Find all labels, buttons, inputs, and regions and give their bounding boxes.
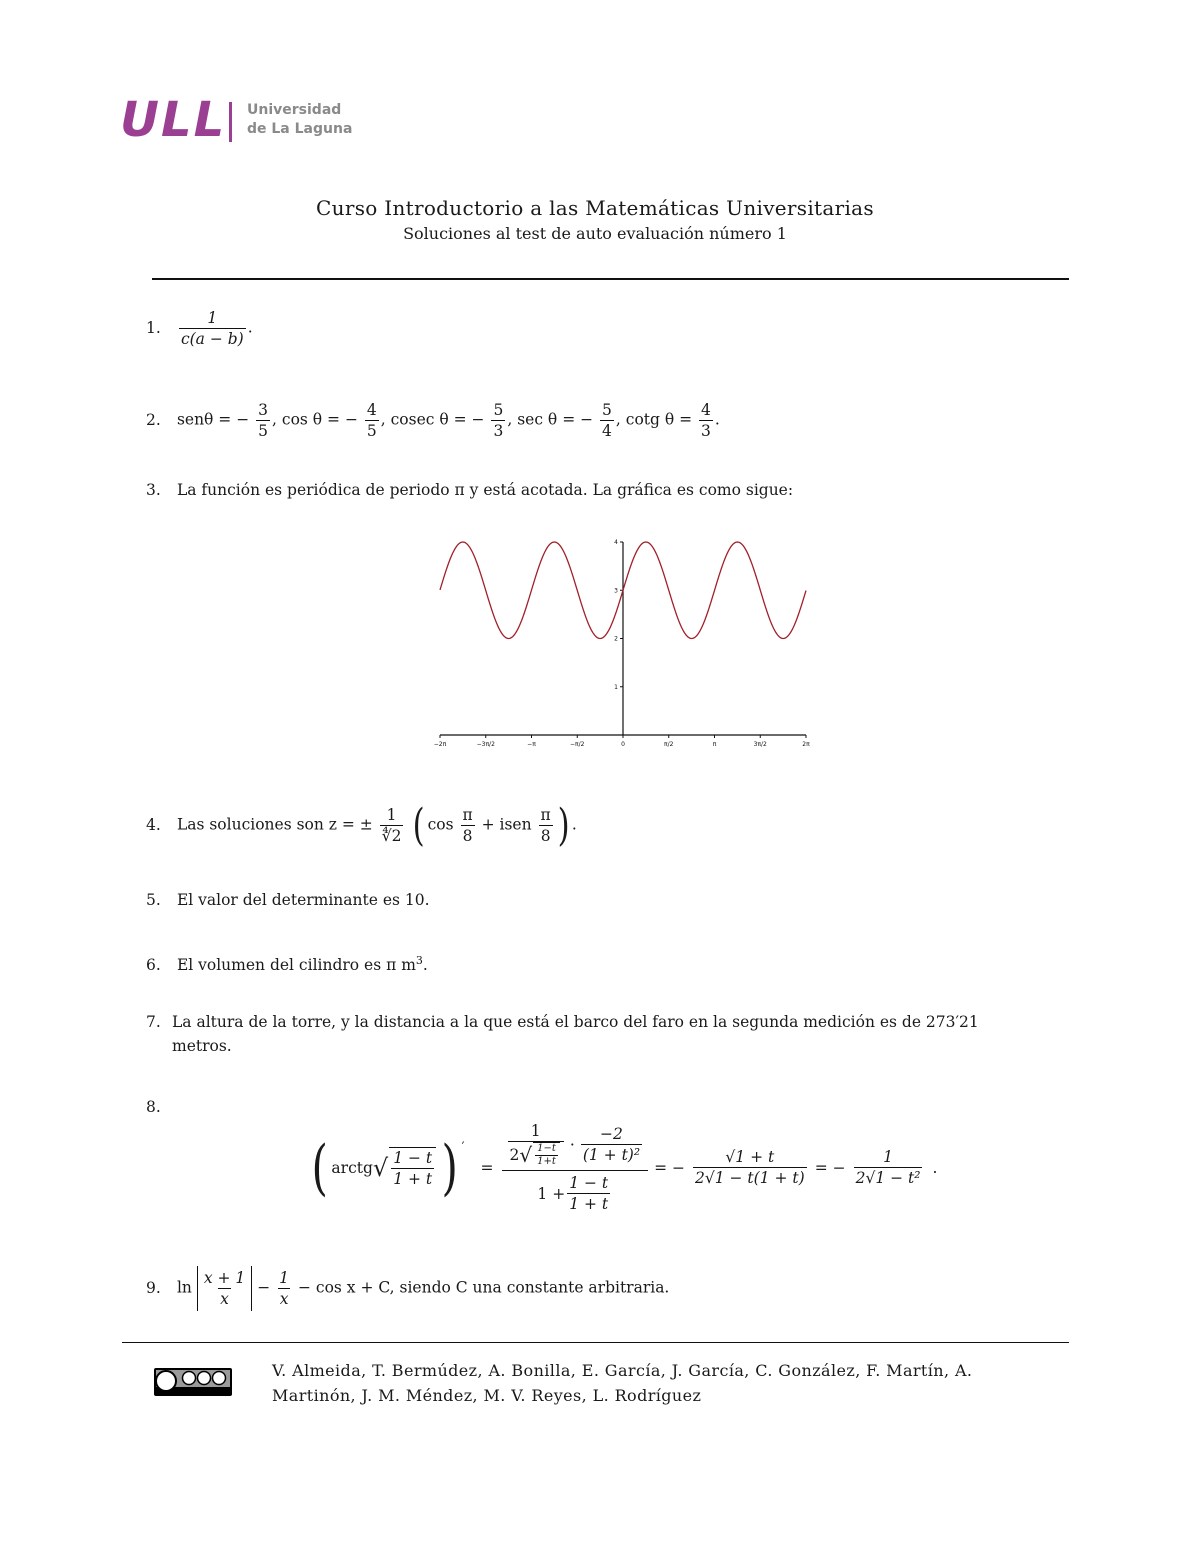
pi-over-8-a [460,805,474,846]
tail: . [247,318,253,337]
denominator: 1 + t [393,1169,433,1188]
numerator: 1−t [537,1143,556,1154]
sa-icon [213,1372,226,1385]
sqrt-sign: √ [372,1153,389,1182]
item-text-line-1: La altura de la torre, y la distancia a la que está el barco del faro en la segunda medición es de 273′21 [172,1013,979,1031]
absolute-value [197,1266,252,1311]
sec-label: , sec θ = − [507,410,594,429]
item-number: 6. [146,956,161,975]
y-tick-label: 4 [614,539,618,546]
minus: − [257,1278,271,1297]
open-paren: ( [311,1132,328,1203]
numerator: 3 [258,401,269,419]
denominator: 3 [493,422,504,440]
authors-line-1: V. Almeida, T. Bermúdez, A. Bonilla, E. García, J. García, C. González, F. Martín, A. [272,1361,973,1380]
tail: . [932,1158,938,1177]
tail: . [422,956,428,975]
second-factor [581,1124,642,1165]
denominator: 1+t [537,1156,556,1167]
item-number: 1. [146,318,161,337]
cc-icon [156,1371,176,1391]
item-number: 7. [146,1013,161,1031]
cosec-label: , cosec θ = − [380,410,485,429]
cotg-fraction [699,400,713,441]
page-title: Curso Introductorio a las Matemáticas Universitarias [316,196,874,220]
by-icon [183,1372,196,1385]
logo-text [247,101,352,139]
y-tick-label: 3 [614,587,618,595]
denominator: 5 [258,422,269,440]
numerator: 4 [366,401,377,419]
solution-8-number [146,1096,172,1118]
equals-minus-2: = − [814,1158,846,1177]
x-tick-label: −2π [434,741,447,748]
denominator: 8 [462,827,473,845]
cos-fraction [365,400,379,441]
compound-fraction [504,1121,647,1214]
denominator: x [279,1290,289,1308]
numerator: 1 [279,1269,290,1287]
numerator: 1 − t [393,1148,433,1167]
result-fraction-2 [854,1147,923,1188]
authors [272,1358,1072,1408]
sen-fraction [256,400,270,441]
x-tick-label: 2π [802,741,810,748]
denominator: x [220,1290,229,1308]
cos-label: , cos θ = − [272,410,358,429]
pi-over-8-b [539,805,553,846]
denominator: 4 [602,422,612,440]
tail: . [571,815,577,834]
cosec-fraction [491,400,505,441]
root-fraction [380,805,404,846]
numerator: π [462,806,473,824]
denominator: (1 + t)² [582,1146,641,1164]
arctg-word: arctg [331,1158,373,1177]
plus-isen: + isen [481,815,532,834]
numerator: 5 [493,401,504,419]
cos-word: cos [427,815,454,834]
numerator: 5 [602,401,612,419]
item-number: 9. [146,1278,161,1297]
numerator: 4 [701,401,711,419]
x-tick-label: π/2 [664,741,674,748]
page-subtitle: Soluciones al test de auto evaluación número 1 [403,224,787,243]
solution-6 [146,950,428,976]
logo-line-1: Universidad [247,102,342,118]
x-tick-label: 3π/2 [753,741,767,748]
compound-numerator [504,1121,647,1170]
solution-2 [146,400,720,441]
compound-denominator [502,1170,649,1214]
two: 2 [509,1146,520,1164]
x-tick-labels [434,735,810,748]
denominator: 1 + t [569,1195,609,1213]
authors-line-2: Martinón, J. M. Méndez, M. V. Reyes, L. Rodríguez [272,1386,702,1405]
logo-line-2: de La Laguna [247,121,353,137]
inner-fraction [389,1147,436,1189]
header-rule [152,278,1069,280]
numerator: 1 [530,1122,541,1140]
denominator: 2√1 − t(1 + t) [694,1169,805,1187]
prime: ′ [461,1140,465,1155]
item-number: 5. [146,891,161,909]
x-tick-label: −π/2 [570,741,585,748]
solution-1 [146,308,253,349]
x-tick-label: −3π/2 [476,741,495,748]
periodic-function-graph [434,530,814,760]
exponent: 3 [415,954,423,967]
numerator: 1 [207,309,218,327]
x-tick-label: −π [527,741,536,748]
equals: = [480,1158,494,1177]
item-text: El volumen del cilindro es π m [176,956,416,975]
solution-7 [146,1011,1071,1057]
one-plus: 1 + [537,1184,566,1203]
y-tick-label: 1 [614,683,618,691]
sec-fraction [600,400,614,441]
numerator: −2 [600,1125,623,1143]
denominator: c(a − b) [180,330,244,348]
item-number: 8. [146,1098,161,1116]
denominator: ∜2 [381,827,402,845]
ull-logo-mark: ULL [120,92,227,148]
tail: . [714,410,720,429]
item-number: 3. [146,481,161,499]
sqrt-sign: √ [519,1143,533,1167]
one-over-x [277,1268,291,1309]
numerator: 1 [386,806,397,824]
cc-license-badge [154,1368,232,1396]
numerator: 1 − t [569,1174,609,1192]
university-logo [120,92,360,148]
denominator: 2√1 − t² [855,1169,921,1187]
solution-4 [146,799,577,851]
numerator: π [540,806,551,824]
denominator [508,1141,564,1168]
sen-label: senθ = − [176,410,250,429]
x-tick-label: π [712,741,717,748]
footer-rule [122,1342,1069,1343]
item-text: Las soluciones son z = ± [176,815,373,834]
solution-9 [146,1266,669,1311]
numerator: √1 + t [725,1148,775,1166]
denominator-fraction [567,1173,610,1214]
numerator: x + 1 [203,1269,246,1287]
solution-3 [146,479,793,501]
item-text: El valor del determinante es 10. [176,891,430,909]
open-paren: ( [412,799,426,851]
numerator: 1 [883,1148,893,1166]
item-text-line-2: metros. [172,1037,232,1055]
equals-minus: = − [654,1158,685,1177]
cotg-label: , cotg θ = [615,410,698,429]
small-fraction [533,1142,560,1168]
close-paren: ) [441,1132,459,1203]
nc-icon [198,1372,211,1385]
item-number: 4. [146,815,161,834]
logo-divider [229,102,232,142]
first-factor [508,1121,564,1168]
item-text: − cos x + C, siendo C una constante arbitraria. [297,1278,670,1297]
solution-5 [146,889,430,911]
item-text: La función es periódica de periodo π y está acotada. La gráfica es como sigue: [176,481,794,499]
result-fraction-1 [693,1147,807,1188]
solution-8-formula [308,1110,948,1225]
abs-fraction [202,1268,247,1309]
y-tick-label: 2 [614,635,618,643]
denominator: 3 [701,422,711,440]
item-number: 2. [146,410,161,429]
ln-word: ln [176,1278,192,1297]
denominator: 8 [540,827,551,845]
denominator: 5 [366,422,377,440]
x-tick-label: 0 [621,741,625,748]
fraction [179,308,246,349]
dot: · [569,1135,575,1154]
close-paren: ) [557,799,570,851]
